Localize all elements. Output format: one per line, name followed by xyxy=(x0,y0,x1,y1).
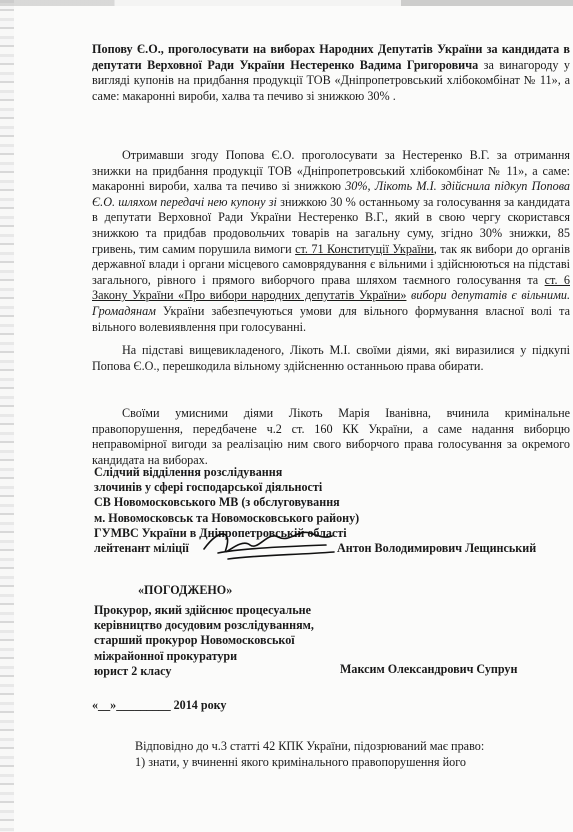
scan-edge-top xyxy=(0,0,573,6)
investigator-line: лейтенант міліції xyxy=(94,541,189,556)
rights-intro: Відповідно до ч.3 статті 42 КПК України, підозрюваний має право: xyxy=(135,739,485,753)
law-reference: ст. 6 Закону України «Про вибори народних депутатів України» xyxy=(92,272,570,303)
paragraph-2-part-c: , так як вибори до органів державної влади і органи місцевого самоврядування є вільними і здійснюються на підставі загального, рівного і прямого виборчого права шляхом таємного голосування та xyxy=(92,241,570,287)
paragraph-4: Своїми умисними діями Лікоть Марія Іванівна, вчинила кримінальне правопорушення, передбачене ч.2 ст. 160 КК України, а саме надання виборцю неправомірної вигоди за реалізацію ним свого виборчого права голосування за окремого кандидата на виборах. xyxy=(92,406,570,467)
paragraph-2-part-a: Отримавши згоду Попова Є.О. проголосувати за Нестеренко В.Г. за отримання знижки на придбання продукції ТОВ «Дніпропетровський хлібокомбінат № 11», а саме: макаронні вироби, халва та печиво зі знижкою xyxy=(92,148,570,194)
prosecutor-line: міжрайонної прокуратури xyxy=(94,648,238,663)
prosecutor-line: Прокурор, який здійснює процесуальне xyxy=(94,603,311,617)
investigator-line: злочинів у сфері господарської діяльності xyxy=(94,480,323,495)
scan-edge-left xyxy=(0,0,14,832)
handwritten-signature xyxy=(198,519,338,567)
constitution-reference: ст. 71 Конституції України xyxy=(295,241,434,256)
investigator-name: Антон Володимирович Лещинський xyxy=(337,541,537,555)
prosecutor-line: старший прокурор Новомосковської xyxy=(94,633,295,648)
investigator-line: СВ Новомосковського МВ (з обслуговування xyxy=(94,495,340,510)
rights-section xyxy=(135,738,570,770)
paragraph-1 xyxy=(92,42,570,104)
paragraph-1-bold: Попову Є.О., проголосувати на виборах Народних Депутатів України за кандидата в депутати Верховної Ради України Нестеренко Вадима Григоровича xyxy=(92,42,570,72)
paragraph-2-part-b: знижкою 30 % останньому за голосування за кандидата в депутати Верховної Ради України Нестеренко В.Г., який в свою чергу скористався знижкою та придбав продовольчих товарів на загальну суму, згідно 30% знижки, 85 гривень, тим самим порушила вимоги xyxy=(92,194,571,256)
agreed-label: «ПОГОДЖЕНО» xyxy=(138,583,233,597)
investigator-line: м. Новомосковськ та Новомосковського району) xyxy=(94,510,360,525)
paragraph-3: На підставі вищевикладеного, Лікоть М.І. своїми діями, які виразилися у підкупі Попова Є.О., перешкодила вільному здійсненню останньою права обирати. xyxy=(92,343,570,373)
paragraph-2-italic: 30%, Лікоть М.І. здійснила підкуп Попова Є.О. шляхом передачі нею купону зі xyxy=(92,179,570,209)
prosecutor-name: Максим Олександрович Супрун xyxy=(340,662,518,676)
prosecutor-block xyxy=(94,603,374,679)
paragraph-1-rest: за винагороду у вигляді купонів на придбання продукції ТОВ «Дніпропетровський хлібокомбінат № 11», а саме: макаронні вироби, халва та печиво зі знижкою 30% . xyxy=(92,57,570,103)
investigator-line: Слідчий відділення розслідування xyxy=(94,465,283,479)
prosecutor-line: юрист 2 класу xyxy=(94,663,172,678)
paragraph-2 xyxy=(92,148,570,335)
rights-item-1: 1) знати, у вчиненні якого кримінального правопорушення його xyxy=(135,755,466,769)
date-line: «__»_________ 2014 року xyxy=(92,698,227,712)
prosecutor-line: керівництво досудовим розслідуванням, xyxy=(94,618,314,633)
investigator-line: ГУМВС України в Дніпропетровській області xyxy=(94,525,347,540)
paragraph-2-part-d: України забезпечуються умови для вільного формування власної волі та вільного волевиявлення при голосуванні. xyxy=(92,303,570,334)
paragraph-2-italic-2: вибори депутатів є вільними. Громадянам xyxy=(92,288,570,318)
